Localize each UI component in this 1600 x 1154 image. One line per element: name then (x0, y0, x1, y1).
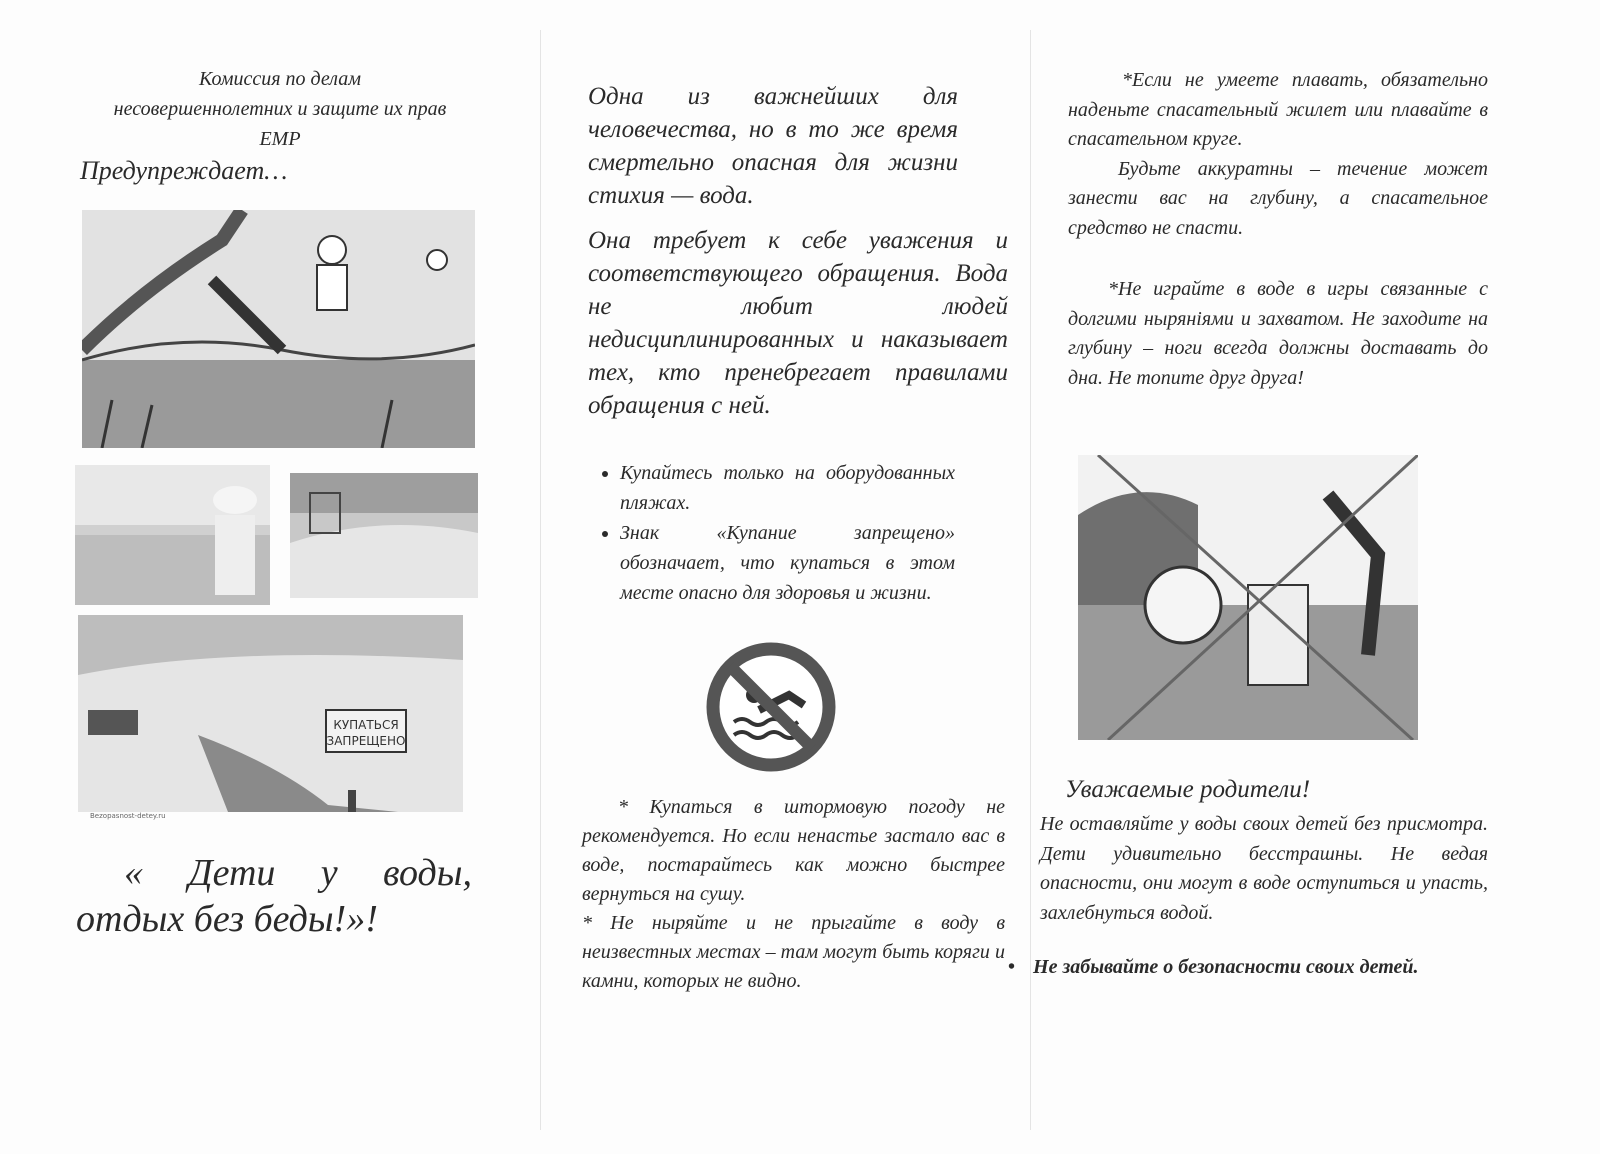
header-line: несовершеннолетних и защите их прав (113, 98, 447, 120)
illustration-beach-2 (290, 473, 478, 598)
warns-heading: Предупреждает… (80, 156, 288, 185)
image-caption: Bezopasnost-detey.ru (90, 812, 166, 820)
sign-text: КУПАТЬСЯ (333, 718, 399, 732)
diving-paragraph: * Не ныряйте и не прыгайте в воду в неизвестных местах – там могут быть коряги и камни, которых не видно. (582, 912, 1005, 992)
header-line: Комиссия по делам (198, 68, 362, 90)
header-line: ЕМР (259, 128, 301, 150)
commission-header (70, 64, 490, 154)
rules-list (588, 458, 955, 608)
rule-item: • Купайтесь только на оборудованных пляжах. (620, 458, 955, 518)
left-panel (70, 64, 490, 186)
intro-paragraph: Одна из важнейших для человечества, но в то же время смертельно опасная для жизни стихия — вода. (588, 83, 958, 209)
illustration-no-swimming-scene (78, 615, 463, 812)
parents-paragraph: Не оставляйте у воды своих детей без присмотра. Дети удивительно бесстрашны. Не ведая опасности, они могут в воде оступиться и упасть, захлебнуться водой. (1040, 813, 1488, 924)
no-swimming-icon (704, 640, 838, 774)
lifejacket-paragraph: *Если не умеете плавать, обязательно наденьте спасательный жилет или плавайте в спасательном круге. (1068, 69, 1488, 150)
parents-heading: Уважаемые родители! (1065, 776, 1311, 803)
storm-paragraph: * Купаться в штормовую погоду не рекомендуется. Но если ненастье застало вас в воде, постарайтесь как можно быстрее вернуться на сушу. (582, 796, 1005, 905)
bullet-dot: • (1008, 956, 1016, 978)
middle-bottom-text (582, 793, 1005, 996)
illustration-beach-1 (75, 465, 270, 605)
fold-line-left (540, 30, 541, 1130)
respect-paragraph: Она требует к себе уважения и соответствующего обращения. Вода не любит людей недисциплинированных и наказывает тех, кто пренебрегает правилами обращения с ней. (588, 227, 1008, 419)
right-panel-top (1068, 66, 1488, 393)
games-paragraph: *Не играйте в воде в игры связанные с долгими нырянiями и захватом. Не заходите на глубину – ноги всегда должны доставать до дна. Не топите друг друга! (1068, 278, 1488, 389)
middle-panel (588, 80, 1008, 608)
illustration-crossed-out-play (1078, 455, 1418, 740)
slogan: « Дети у воды, отдых без беды!»! (76, 852, 472, 940)
current-paragraph: Будьте аккуратны – течение может занести вас на глубину, а спасательное средство не спасти. (1068, 157, 1488, 239)
closing-bullet (1008, 956, 1419, 979)
rule-item: • Знак «Купание запрещено» обозначает, что купаться в этом месте опасно для здоровья и жизни. (620, 518, 955, 608)
closing-text: Не забывайте о безопасности своих детей. (1033, 956, 1419, 978)
illustration-kids-diving (82, 210, 475, 448)
sign-text: ЗАПРЕЩЕНО (326, 734, 406, 748)
